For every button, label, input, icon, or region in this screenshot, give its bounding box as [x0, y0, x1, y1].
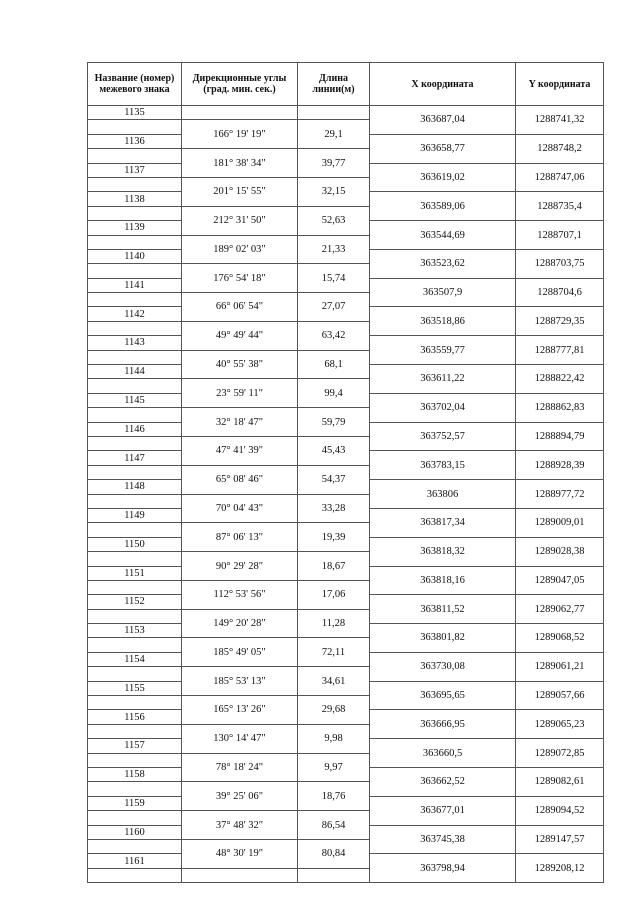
x-coordinate: 363695,65 — [370, 681, 516, 710]
line-length: 72,11 — [298, 638, 370, 667]
point-name-spacer — [88, 436, 182, 450]
direction-angle: 39° 25' 06" — [182, 782, 298, 811]
line-length: 34,61 — [298, 667, 370, 696]
point-name: 1135 — [88, 106, 182, 120]
point-name: 1146 — [88, 422, 182, 436]
angle-cell-empty — [182, 868, 298, 882]
y-coordinate: 1289062,77 — [516, 595, 604, 624]
x-coordinate: 363559,77 — [370, 336, 516, 365]
x-coordinate: 363818,32 — [370, 537, 516, 566]
x-coordinate: 363619,02 — [370, 163, 516, 192]
y-coordinate: 1289068,52 — [516, 624, 604, 653]
line-length: 63,42 — [298, 321, 370, 350]
point-name-spacer — [88, 523, 182, 537]
line-length: 86,54 — [298, 811, 370, 840]
y-coordinate: 1288777,81 — [516, 336, 604, 365]
y-coordinate: 1288822,42 — [516, 365, 604, 394]
y-coordinate: 1289061,21 — [516, 652, 604, 681]
table-body — [88, 106, 604, 883]
x-coordinate: 363589,06 — [370, 192, 516, 221]
line-length: 52,63 — [298, 206, 370, 235]
point-name-spacer — [88, 235, 182, 249]
point-name: 1156 — [88, 710, 182, 724]
point-name-spacer — [88, 206, 182, 220]
line-length: 11,28 — [298, 609, 370, 638]
point-name: 1142 — [88, 307, 182, 321]
line-length: 21,33 — [298, 235, 370, 264]
length-cell-empty — [298, 868, 370, 882]
direction-angle: 112° 53' 56" — [182, 580, 298, 609]
y-coordinate: 1288735,4 — [516, 192, 604, 221]
point-name: 1140 — [88, 249, 182, 263]
point-name-spacer — [88, 293, 182, 307]
point-name: 1155 — [88, 681, 182, 695]
line-length: 45,43 — [298, 436, 370, 465]
y-coordinate: 1289047,05 — [516, 566, 604, 595]
direction-angle: 40° 55' 38" — [182, 350, 298, 379]
point-name: 1138 — [88, 192, 182, 206]
direction-angle: 201° 15' 55" — [182, 177, 298, 206]
direction-angle: 166° 19' 19" — [182, 120, 298, 149]
line-length: 9,97 — [298, 753, 370, 782]
y-coordinate: 1289147,57 — [516, 825, 604, 854]
x-coordinate: 363730,08 — [370, 652, 516, 681]
point-name: 1147 — [88, 451, 182, 465]
y-coordinate: 1288704,6 — [516, 278, 604, 307]
direction-angle: 37° 48' 32" — [182, 811, 298, 840]
line-length: 18,76 — [298, 782, 370, 811]
x-coordinate: 363702,04 — [370, 393, 516, 422]
y-coordinate: 1288729,35 — [516, 307, 604, 336]
x-coordinate: 363817,34 — [370, 508, 516, 537]
point-name: 1160 — [88, 825, 182, 839]
point-name: 1143 — [88, 336, 182, 350]
direction-angle: 66° 06' 54" — [182, 293, 298, 322]
header-y-coordinate: Y координата — [516, 63, 604, 106]
x-coordinate: 363798,94 — [370, 854, 516, 883]
line-length: 29,68 — [298, 696, 370, 725]
table-header-row — [88, 63, 604, 106]
direction-angle: 78° 18' 24" — [182, 753, 298, 782]
angle-cell-empty — [182, 106, 298, 120]
line-length: 29,1 — [298, 120, 370, 149]
x-coordinate: 363745,38 — [370, 825, 516, 854]
line-length: 59,79 — [298, 408, 370, 437]
direction-angle: 181° 38' 34" — [182, 149, 298, 178]
y-coordinate: 1288707,1 — [516, 221, 604, 250]
point-name: 1154 — [88, 652, 182, 666]
direction-angle: 49° 49' 44" — [182, 321, 298, 350]
direction-angle: 185° 53' 13" — [182, 667, 298, 696]
line-length: 80,84 — [298, 839, 370, 868]
direction-angle: 90° 29' 28" — [182, 552, 298, 581]
point-name: 1157 — [88, 739, 182, 753]
x-coordinate: 363806 — [370, 480, 516, 509]
point-name-spacer — [88, 580, 182, 594]
header-line-length: Длина линии(м) — [298, 63, 370, 106]
line-length: 9,98 — [298, 724, 370, 753]
point-name: 1158 — [88, 767, 182, 781]
line-length: 17,06 — [298, 580, 370, 609]
direction-angle: 70° 04' 43" — [182, 494, 298, 523]
header-point-name: Название (номер) межевого знака — [88, 63, 182, 106]
x-coordinate: 363518,86 — [370, 307, 516, 336]
point-name: 1153 — [88, 624, 182, 638]
y-coordinate: 1288703,75 — [516, 249, 604, 278]
point-name-spacer — [88, 839, 182, 853]
line-length: 68,1 — [298, 350, 370, 379]
length-cell-empty — [298, 106, 370, 120]
x-coordinate: 363662,52 — [370, 767, 516, 796]
direction-angle: 189° 02' 03" — [182, 235, 298, 264]
y-coordinate: 1288747,06 — [516, 163, 604, 192]
direction-angle: 130° 14' 47" — [182, 724, 298, 753]
x-coordinate: 363660,5 — [370, 739, 516, 768]
line-length: 27,07 — [298, 293, 370, 322]
y-coordinate: 1289208,12 — [516, 854, 604, 883]
y-coordinate: 1289094,52 — [516, 796, 604, 825]
y-coordinate: 1289009,01 — [516, 508, 604, 537]
point-name-spacer — [88, 638, 182, 652]
y-coordinate: 1288894,79 — [516, 422, 604, 451]
x-coordinate: 363677,01 — [370, 796, 516, 825]
x-coordinate: 363801,82 — [370, 624, 516, 653]
y-coordinate: 1289072,85 — [516, 739, 604, 768]
point-name: 1150 — [88, 537, 182, 551]
point-name: 1152 — [88, 595, 182, 609]
point-name-spacer — [88, 868, 182, 882]
x-coordinate: 363687,04 — [370, 106, 516, 135]
x-coordinate: 363752,57 — [370, 422, 516, 451]
point-name-spacer — [88, 494, 182, 508]
line-length: 15,74 — [298, 264, 370, 293]
direction-angle: 32° 18' 47" — [182, 408, 298, 437]
point-name: 1149 — [88, 508, 182, 522]
x-coordinate: 363666,95 — [370, 710, 516, 739]
line-length: 54,37 — [298, 465, 370, 494]
point-name-spacer — [88, 782, 182, 796]
point-name: 1161 — [88, 854, 182, 868]
y-coordinate: 1289065,23 — [516, 710, 604, 739]
point-name: 1139 — [88, 221, 182, 235]
direction-angle: 149° 20' 28" — [182, 609, 298, 638]
x-coordinate: 363818,16 — [370, 566, 516, 595]
point-name-spacer — [88, 350, 182, 364]
x-coordinate: 363611,22 — [370, 365, 516, 394]
point-name-spacer — [88, 321, 182, 335]
y-coordinate: 1289057,66 — [516, 681, 604, 710]
point-name-spacer — [88, 264, 182, 278]
line-length: 99,4 — [298, 379, 370, 408]
direction-angle: 87° 06' 13" — [182, 523, 298, 552]
boundary-coordinates-table — [87, 62, 604, 883]
point-name-spacer — [88, 753, 182, 767]
y-coordinate: 1289082,61 — [516, 767, 604, 796]
point-name: 1136 — [88, 134, 182, 148]
direction-angle: 47° 41' 39" — [182, 436, 298, 465]
y-coordinate: 1289028,38 — [516, 537, 604, 566]
header-x-coordinate: X координата — [370, 63, 516, 106]
line-length: 18,67 — [298, 552, 370, 581]
point-name: 1144 — [88, 365, 182, 379]
point-name: 1141 — [88, 278, 182, 292]
y-coordinate: 1288977,72 — [516, 480, 604, 509]
y-coordinate: 1288748,2 — [516, 134, 604, 163]
point-name-spacer — [88, 177, 182, 191]
direction-angle: 65° 08' 46" — [182, 465, 298, 494]
line-length: 32,15 — [298, 177, 370, 206]
point-name: 1151 — [88, 566, 182, 580]
point-name-spacer — [88, 552, 182, 566]
x-coordinate: 363523,62 — [370, 249, 516, 278]
point-name-spacer — [88, 120, 182, 134]
y-coordinate: 1288741,32 — [516, 106, 604, 135]
x-coordinate: 363811,52 — [370, 595, 516, 624]
direction-angle: 212° 31' 50" — [182, 206, 298, 235]
point-name-spacer — [88, 408, 182, 422]
header-direction-angle: Дирекционные углы (град. мин. сек.) — [182, 63, 298, 106]
x-coordinate: 363544,69 — [370, 221, 516, 250]
point-name-spacer — [88, 667, 182, 681]
point-name-spacer — [88, 465, 182, 479]
direction-angle: 165° 13' 26" — [182, 696, 298, 725]
x-coordinate: 363507,9 — [370, 278, 516, 307]
y-coordinate: 1288928,39 — [516, 451, 604, 480]
point-name-spacer — [88, 724, 182, 738]
point-name: 1137 — [88, 163, 182, 177]
point-name: 1159 — [88, 796, 182, 810]
point-name-spacer — [88, 811, 182, 825]
direction-angle: 23° 59' 11" — [182, 379, 298, 408]
direction-angle: 48° 30' 19" — [182, 839, 298, 868]
direction-angle: 176° 54' 18" — [182, 264, 298, 293]
line-length: 39,77 — [298, 149, 370, 178]
point-row — [88, 106, 604, 120]
direction-angle: 185° 49' 05" — [182, 638, 298, 667]
x-coordinate: 363783,15 — [370, 451, 516, 480]
point-name-spacer — [88, 149, 182, 163]
point-name-spacer — [88, 609, 182, 623]
x-coordinate: 363658,77 — [370, 134, 516, 163]
line-length: 33,28 — [298, 494, 370, 523]
y-coordinate: 1288862,83 — [516, 393, 604, 422]
line-length: 19,39 — [298, 523, 370, 552]
point-name: 1148 — [88, 480, 182, 494]
point-name-spacer — [88, 379, 182, 393]
point-name-spacer — [88, 696, 182, 710]
point-name: 1145 — [88, 393, 182, 407]
